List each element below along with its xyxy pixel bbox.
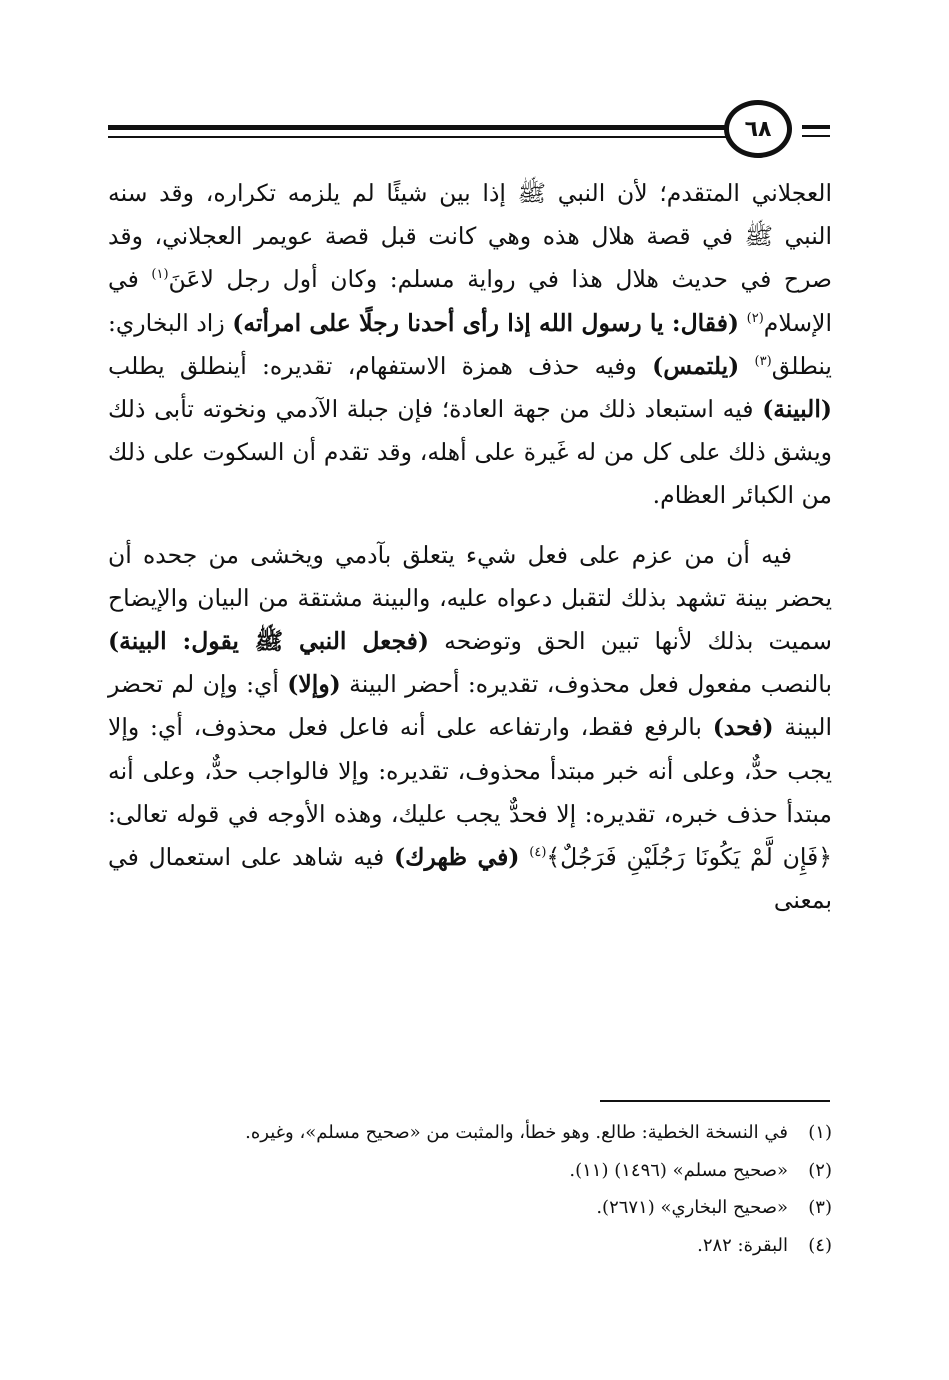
page-number: ٦٨ <box>724 100 792 158</box>
bold-quote: (في ظهرك) <box>394 843 520 872</box>
text-run: العجلاني المتقدم؛ لأن النبي ﷺ إذا بين شيئًا لم يلزمه تكراره، وقد سنه النبي ﷺ في قصة هلال هذه وهي كانت قبل قصة عويمر العجلاني، وقد صرح في حديث هلال هذا في رواية مسلم: وكان أول رجل لاعَنَ <box>108 179 832 294</box>
text-run: فيه استبعاد ذلك من جهة العادة؛ فإن جبلة الآدمي ونخوته تأبى ذلك ويشق ذلك على كل من له غَيرة على أهله، وقد تقدم أن السكوت على ذلك من الكبائر العظام. <box>108 395 832 510</box>
bold-quote: (يلتمس) <box>652 351 740 380</box>
footnote-text: «صحيح مسلم» (١٤٩٦) (١١). <box>569 1159 788 1181</box>
text-run: أي: وإن لم تحضر البينة <box>108 670 832 742</box>
bold-quote: (وإلا) <box>287 670 341 699</box>
footnote-ref-4: (٤) <box>529 845 547 861</box>
text-run: في الإسلام <box>108 265 832 337</box>
footnote-ref-1: (١) <box>151 267 169 283</box>
bold-quote: (البينة) <box>762 395 832 424</box>
text-run: فيه شاهد على استعمال في بمعنى <box>108 843 832 915</box>
header-rule-thick <box>108 125 728 130</box>
footnote-number: (١) <box>808 1122 832 1143</box>
footnote-3 <box>108 1189 832 1227</box>
text-run <box>739 352 754 380</box>
footnote-text: في النسخة الخطية: طالع. وهو خطأ، والمثبت من «صحيح مسلم»، وغيره. <box>245 1122 788 1143</box>
body-text <box>108 172 832 922</box>
footnotes <box>108 1114 832 1264</box>
text-run: بالنصب مفعول فعل محذوف، تقديره: أحضر البينة <box>340 670 832 699</box>
text-run: زاد البخاري: ينطلق <box>108 308 832 380</box>
bold-quote: (فقال: يا رسول الله إذا رأى أحدنا رجلًا على امرأته) <box>232 308 740 337</box>
footnote-2 <box>108 1152 832 1190</box>
footnote-separator <box>600 1100 830 1102</box>
footnote-text: «صحيح البخاري» (٢٦٧١). <box>596 1197 788 1218</box>
footnote-4 <box>108 1227 832 1265</box>
footnote-ref-2: (٢) <box>746 310 764 326</box>
paragraph-1 <box>108 172 832 518</box>
header-rule-right-thick <box>802 125 830 129</box>
footnote-number: (٢) <box>808 1159 832 1181</box>
text-run: بالرفع فقط، وارتفاعه على أنه فاعل فعل محذوف، أي: وإلا يجب حدٌّ، وعلى أنه خبر مبتدأ محذوف، تقديره: وإلا فالواجب حدٌّ، وعلى أنه مبتدأ حذف خبره، تقديره: إلا فحدٌّ يجب عليك، وهذه الأوجه في قوله تعالى: ﴿فَإِن لَّمْ يَكُونَا رَجُلَيْنِ فَرَجُلٌ﴾ <box>108 713 832 872</box>
text-run <box>739 309 747 337</box>
footnote-number: (٤) <box>808 1234 832 1256</box>
footnote-1 <box>108 1114 832 1152</box>
bold-quote: (فحد) <box>712 713 774 742</box>
text-run <box>519 843 529 871</box>
footnote-number: (٣) <box>808 1197 832 1218</box>
header-rule-thin <box>108 136 728 138</box>
header-rule-right-thin <box>802 135 830 137</box>
footnote-text: البقرة: ٢٨٢. <box>697 1234 788 1256</box>
footnote-ref-3: (٣) <box>754 353 772 369</box>
bold-quote: (فجعل النبي ﷺ يقول: البينة) <box>108 627 429 656</box>
paragraph-2 <box>108 534 832 923</box>
text-run: فيه أن من عزم على فعل شيء يتعلق بآدمي ويخشى من جحده أن يحضر بينة تشهد بذلك لتقبل دعواه عليه، والبينة مشتقة من البيان والإيضاح سميت بذلك لأنها تبين الحق وتوضحه <box>108 540 832 656</box>
page-header <box>108 98 830 158</box>
text-run: وفيه حذف همزة الاستفهام، تقديره: أينطلق يطلب <box>108 351 653 380</box>
